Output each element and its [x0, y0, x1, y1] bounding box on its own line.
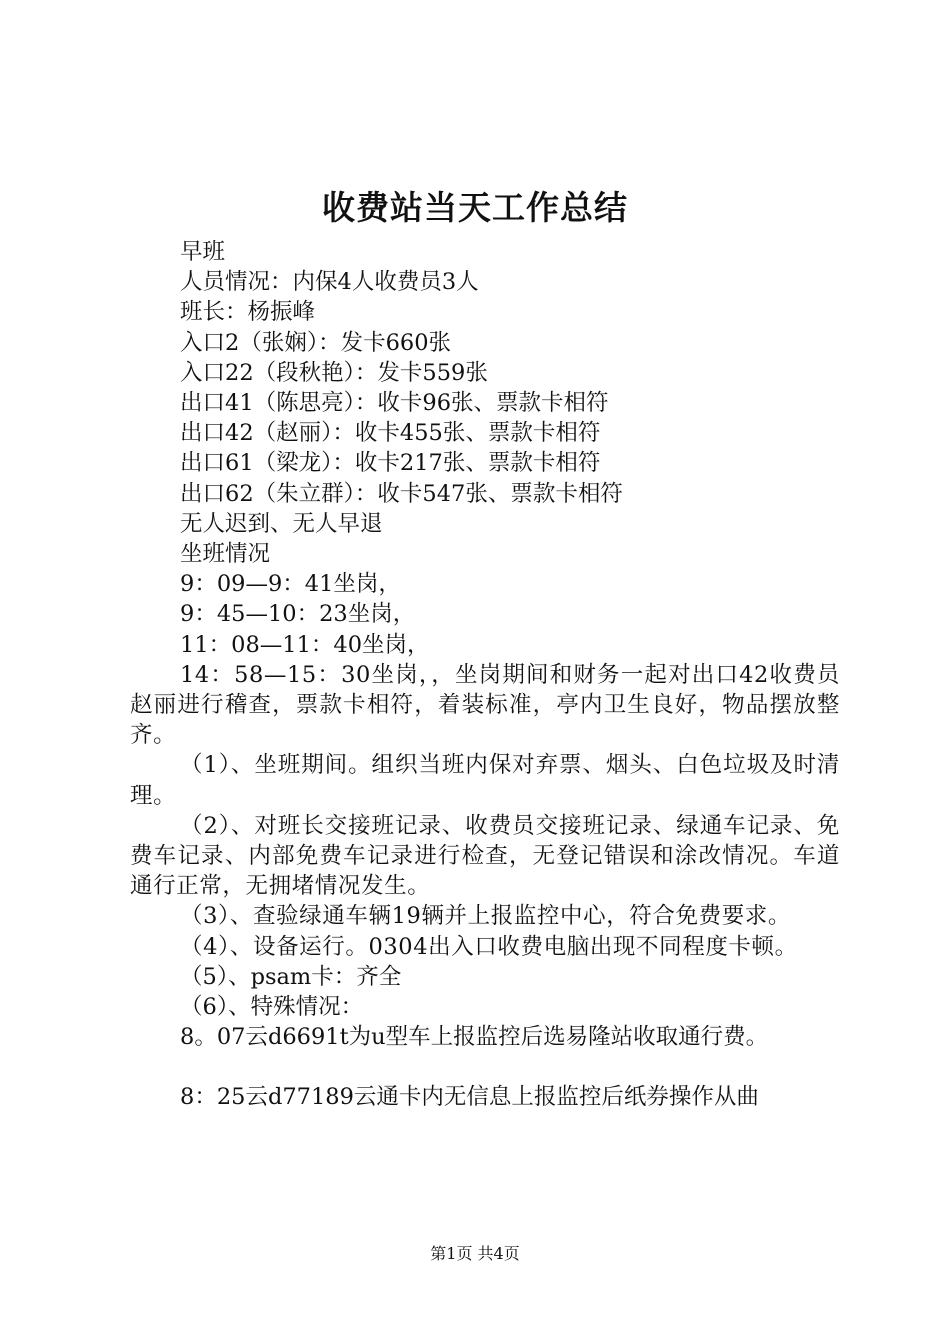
- duty-time-1: 9：09—9：41坐岗，: [180, 571, 401, 598]
- duty-heading: 坐班情况: [180, 541, 271, 568]
- special-case-2: 8：25云d77189云通卡内无信息上报监控后纸券操作从曲: [180, 1084, 759, 1111]
- document-title: 收费站当天工作总结: [322, 188, 628, 227]
- item-6-line: （6）、特殊情况：: [180, 994, 364, 1021]
- page-number-footer: 第1页 共4页: [430, 1244, 520, 1263]
- item-1-paragraph: （1）、坐班期间。组织当班内保对弃票、烟头、白色垃圾及时清理。: [130, 752, 840, 809]
- team-leader: 班长：杨振峰: [180, 299, 316, 326]
- item-2-paragraph: （2）、对班长交接班记录、收费员交接班记录、绿通车记录、免费车记录、内部免费车记录进行检查，无登记错误和涂改情况。车道通行正常，无拥堵情况发生。: [130, 812, 840, 900]
- exit-lane-42: 出口42（赵丽）：收卡455张、票款卡相符: [180, 420, 601, 447]
- document-body: [130, 237, 840, 1113]
- attendance-note: 无人迟到、无人早退: [180, 510, 383, 537]
- special-case-1: 8。07云d6691t为u型车上报监控后选易隆站收取通行费。: [180, 1024, 769, 1051]
- exit-lane-61: 出口61（梁龙）：收卡217张、票款卡相符: [180, 450, 601, 477]
- duty-inspection-paragraph: 14：58—15：30坐岗，，坐岗期间和财务一起对出口42收费员赵丽进行稽查，票款卡相符，着装标准，亭内卫生良好，物品摆放整齐。: [130, 661, 840, 749]
- staff-summary: 人员情况：内保4人收费员3人: [180, 269, 479, 296]
- shift-heading: 早班: [180, 239, 226, 265]
- entry-lane-2: 入口2（张娴）：发卡660张: [180, 329, 452, 356]
- entry-lane-22: 入口22（段秋艳）：发卡559张: [180, 359, 488, 386]
- exit-lane-41: 出口41（陈思亮）：收卡96张、票款卡相符: [180, 390, 609, 417]
- duty-time-3: 11：08—11：40坐岗，: [180, 631, 430, 658]
- item-3-paragraph: （3）、查验绿通车辆19辆并上报监控中心，符合免费要求。: [180, 903, 791, 930]
- duty-time-2: 9：45—10：23坐岗，: [180, 601, 416, 628]
- exit-lane-62: 出口62（朱立群）：收卡547张、票款卡相符: [180, 480, 623, 507]
- item-5-line: （5）、psam卡：齐全: [180, 963, 402, 990]
- paragraph-gap: [130, 1052, 840, 1082]
- item-4-paragraph: （4）、设备运行。0304出入口收费电脑出现不同程度卡顿。: [180, 933, 798, 960]
